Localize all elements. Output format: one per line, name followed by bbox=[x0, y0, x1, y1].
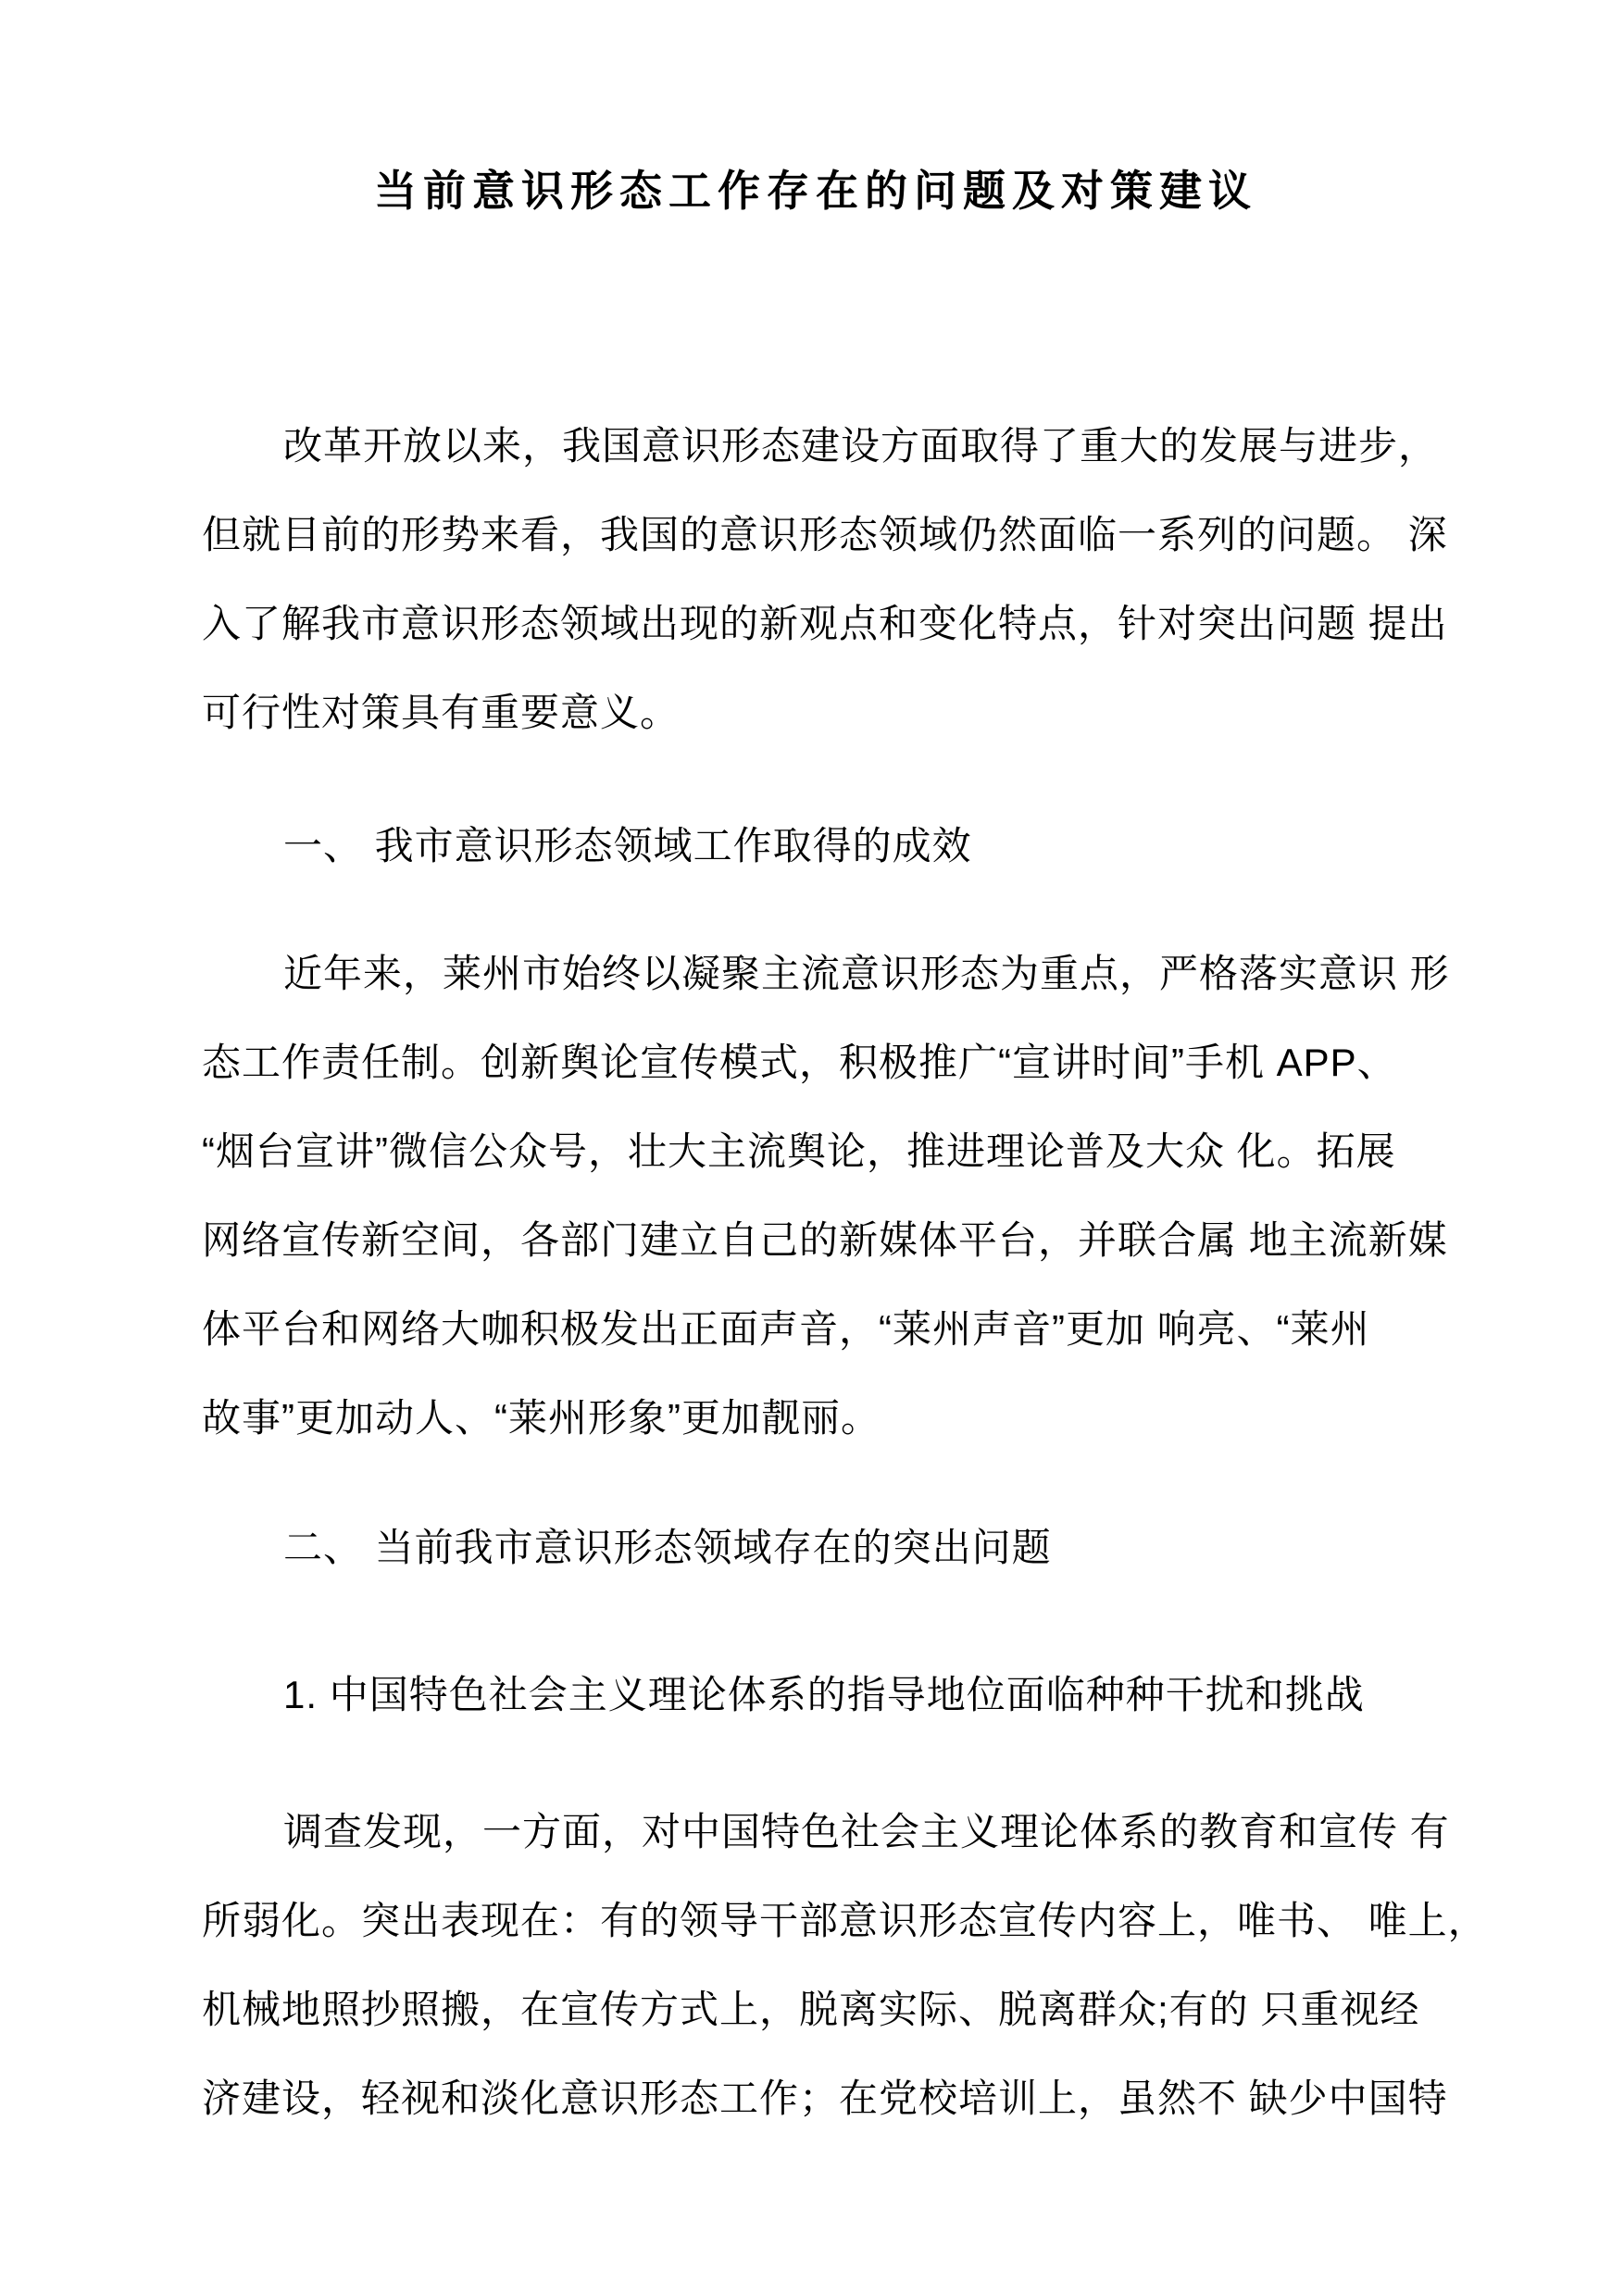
text-line: 体平台和网络大咖积极发出正面声音，“莱州声音”更加 响亮、“莱州 bbox=[202, 1307, 1370, 1351]
paragraph-problems bbox=[202, 1788, 1488, 2143]
paragraph-achievements bbox=[202, 929, 1450, 1463]
text-line: 近年来，莱州市始终以凝聚主流意识形态为重点，严格落实意识 形 bbox=[283, 952, 1450, 995]
paragraph-intro bbox=[202, 402, 1448, 757]
text-line: 所弱化。突出表现在：有的领导干部意识形态宣传内容上，唯书、 唯上， bbox=[202, 1899, 1488, 1942]
text-line: 改革开放以来，我国意识形态建设方面取得了重大的发展与进步， bbox=[283, 424, 1439, 468]
text-line: 网络宣传新空间，各部门建立自己的新媒体平台，并联合属 地主流新媒 bbox=[202, 1218, 1448, 1262]
subsection-heading-theory-challenges: 1. 中国特色社会主义理论体系的指导地位面临种种干扰和挑战 bbox=[283, 1673, 1365, 1716]
text-line: 机械地照抄照搬，在宣传方式上，脱离实际、脱离群众;有的 只重视经 bbox=[202, 1988, 1420, 2031]
text-line: “烟台宣讲”微信公众号，壮大主流舆论，推进理论普及大众 化。拓展 bbox=[202, 1129, 1396, 1173]
text-line: 故事”更加动人、“莱州形象”更加靓丽。 bbox=[202, 1396, 881, 1440]
text-line: 调查发现，一方面，对中国特色社会主义理论体系的教育和宣传 有 bbox=[283, 1810, 1450, 1853]
text-line: 济建设，轻视和淡化意识形态工作；在党校培训上，虽然不 缺少中国特 bbox=[202, 2077, 1448, 2120]
text-line: 态工作责任制。创新舆论宣传模式，积极推广“宣讲时间”手机 APP、 bbox=[202, 1041, 1397, 1084]
text-line: 但就目前的形势来看，我国的意识形态领域仍然面临一系列的问题。 深 bbox=[202, 513, 1448, 556]
section-heading-problems: 二、 当前我市意识形态领域存在的突出问题 bbox=[283, 1526, 1052, 1569]
section-heading-achievements: 一、 我市意识形态领域工作取得的成效 bbox=[283, 824, 972, 867]
text-line: 入了解我市意识形态领域出现的新观点和变化特点，针对突出问题 提出 bbox=[202, 602, 1448, 645]
text-line: 可行性对策具有重要意义。 bbox=[202, 691, 681, 734]
document-title: 当前意识形态工作存在的问题及对策建议 bbox=[374, 167, 1257, 215]
